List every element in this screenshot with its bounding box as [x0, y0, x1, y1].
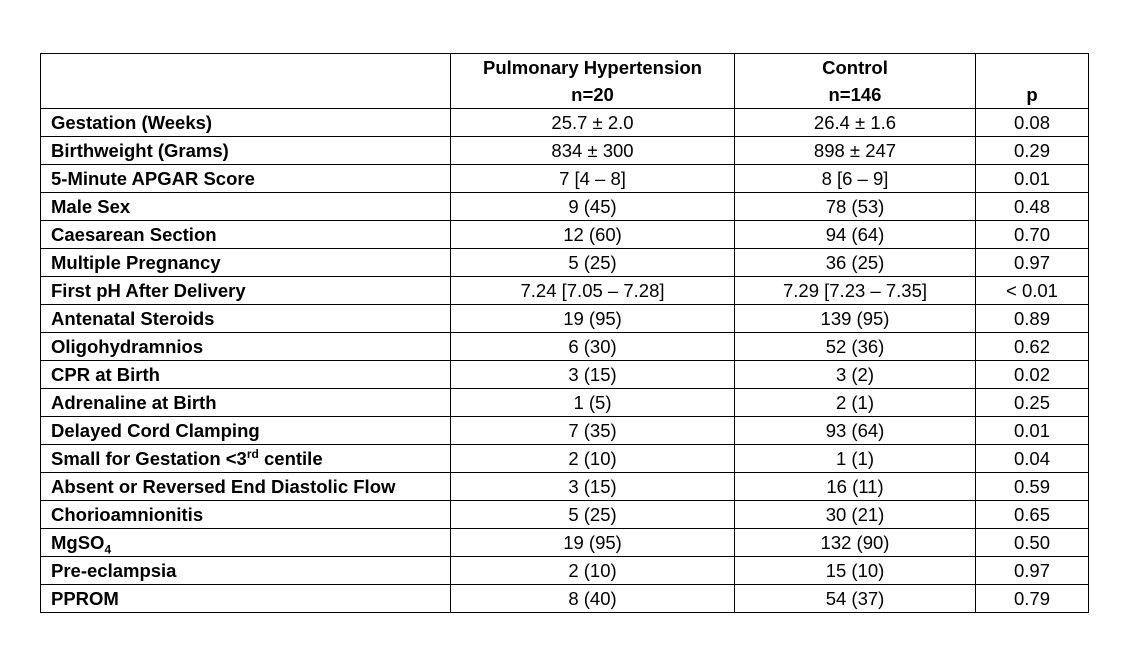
control-value: 54 (37): [735, 585, 976, 613]
p-value: 0.48: [976, 193, 1089, 221]
row-label: Birthweight (Grams): [41, 137, 451, 165]
control-value: 898 ± 247: [735, 137, 976, 165]
table-row: [41, 193, 1089, 221]
row-label: Adrenaline at Birth: [41, 389, 451, 417]
ph-value: 9 (45): [451, 193, 735, 221]
row-label: CPR at Birth: [41, 361, 451, 389]
table-body: [41, 109, 1089, 613]
ph-value: 19 (95): [451, 529, 735, 557]
p-value: 0.50: [976, 529, 1089, 557]
p-value: 0.62: [976, 333, 1089, 361]
ph-value: 2 (10): [451, 445, 735, 473]
ph-value: 834 ± 300: [451, 137, 735, 165]
table-row: [41, 277, 1089, 305]
control-value: 36 (25): [735, 249, 976, 277]
row-label: Absent or Reversed End Diastolic Flow: [41, 473, 451, 501]
row-label: Male Sex: [41, 193, 451, 221]
table-row: [41, 501, 1089, 529]
table-row: [41, 221, 1089, 249]
row-label: 5-Minute APGAR Score: [41, 165, 451, 193]
table-row: [41, 305, 1089, 333]
row-label: Multiple Pregnancy: [41, 249, 451, 277]
row-label-text: Small for Gestation <3: [51, 447, 247, 469]
p-value: 0.89: [976, 305, 1089, 333]
ph-value: 1 (5): [451, 389, 735, 417]
p-value: 0.59: [976, 473, 1089, 501]
row-label-superscript: rd: [246, 446, 259, 461]
row-label: Chorioamnionitis: [41, 501, 451, 529]
row-label-text: MgSO: [51, 531, 105, 553]
header-ph-title: Pulmonary Hypertension: [483, 57, 702, 78]
row-label: [41, 445, 451, 473]
ph-value: 3 (15): [451, 361, 735, 389]
table-row: [41, 557, 1089, 585]
header-p-value: p: [976, 54, 1089, 109]
table-row: [41, 249, 1089, 277]
table-row: [41, 333, 1089, 361]
row-label-subscript: 4: [104, 542, 112, 557]
row-label: Pre-eclampsia: [41, 557, 451, 585]
p-value: 0.01: [976, 417, 1089, 445]
ph-value: 7.24 [7.05 – 7.28]: [451, 277, 735, 305]
control-value: 2 (1): [735, 389, 976, 417]
ph-value: 12 (60): [451, 221, 735, 249]
control-value: 93 (64): [735, 417, 976, 445]
row-label: Antenatal Steroids: [41, 305, 451, 333]
table-row: [41, 529, 1089, 557]
p-value: < 0.01: [976, 277, 1089, 305]
control-value: 26.4 ± 1.6: [735, 109, 976, 137]
p-value: 0.70: [976, 221, 1089, 249]
control-value: 16 (11): [735, 473, 976, 501]
row-label: PPROM: [41, 585, 451, 613]
ph-value: 7 [4 – 8]: [451, 165, 735, 193]
row-label: Oligohydramnios: [41, 333, 451, 361]
table-row: [41, 585, 1089, 613]
table-row: [41, 137, 1089, 165]
ph-value: 25.7 ± 2.0: [451, 109, 735, 137]
control-value: 3 (2): [735, 361, 976, 389]
p-value: 0.01: [976, 165, 1089, 193]
row-label-suffix: centile: [258, 447, 323, 469]
p-value: 0.25: [976, 389, 1089, 417]
p-value: 0.08: [976, 109, 1089, 137]
control-value: 1 (1): [735, 445, 976, 473]
header-pulmonary-hypertension: [451, 54, 735, 109]
control-value: 8 [6 – 9]: [735, 165, 976, 193]
control-value: 132 (90): [735, 529, 976, 557]
ph-value: 3 (15): [451, 473, 735, 501]
ph-value: 6 (30): [451, 333, 735, 361]
control-value: 78 (53): [735, 193, 976, 221]
table-header: [41, 54, 1089, 109]
ph-value: 19 (95): [451, 305, 735, 333]
header-empty-cell: [41, 54, 451, 109]
control-value: 94 (64): [735, 221, 976, 249]
p-value: 0.97: [976, 557, 1089, 585]
p-value: 0.65: [976, 501, 1089, 529]
control-value: 139 (95): [735, 305, 976, 333]
row-label: [41, 529, 451, 557]
ph-value: 7 (35): [451, 417, 735, 445]
control-value: 7.29 [7.23 – 7.35]: [735, 277, 976, 305]
row-label: Gestation (Weeks): [41, 109, 451, 137]
control-value: 15 (10): [735, 557, 976, 585]
p-value: 0.97: [976, 249, 1089, 277]
ph-value: 2 (10): [451, 557, 735, 585]
table-row: [41, 389, 1089, 417]
table-row: [41, 361, 1089, 389]
header-ph-n: n=20: [571, 84, 614, 105]
table-row: [41, 109, 1089, 137]
p-value: 0.02: [976, 361, 1089, 389]
header-control-n: n=146: [828, 84, 882, 105]
p-value: 0.04: [976, 445, 1089, 473]
ph-value: 8 (40): [451, 585, 735, 613]
p-value: 0.29: [976, 137, 1089, 165]
table-row: [41, 445, 1089, 473]
row-label: Delayed Cord Clamping: [41, 417, 451, 445]
header-row: [41, 54, 1089, 109]
comparison-table: [40, 53, 1089, 613]
p-value: 0.79: [976, 585, 1089, 613]
table-row: [41, 417, 1089, 445]
header-control: [735, 54, 976, 109]
ph-value: 5 (25): [451, 249, 735, 277]
row-label: Caesarean Section: [41, 221, 451, 249]
table-row: [41, 165, 1089, 193]
row-label: First pH After Delivery: [41, 277, 451, 305]
table-row: [41, 473, 1089, 501]
control-value: 52 (36): [735, 333, 976, 361]
header-control-title: Control: [822, 57, 888, 78]
control-value: 30 (21): [735, 501, 976, 529]
ph-value: 5 (25): [451, 501, 735, 529]
